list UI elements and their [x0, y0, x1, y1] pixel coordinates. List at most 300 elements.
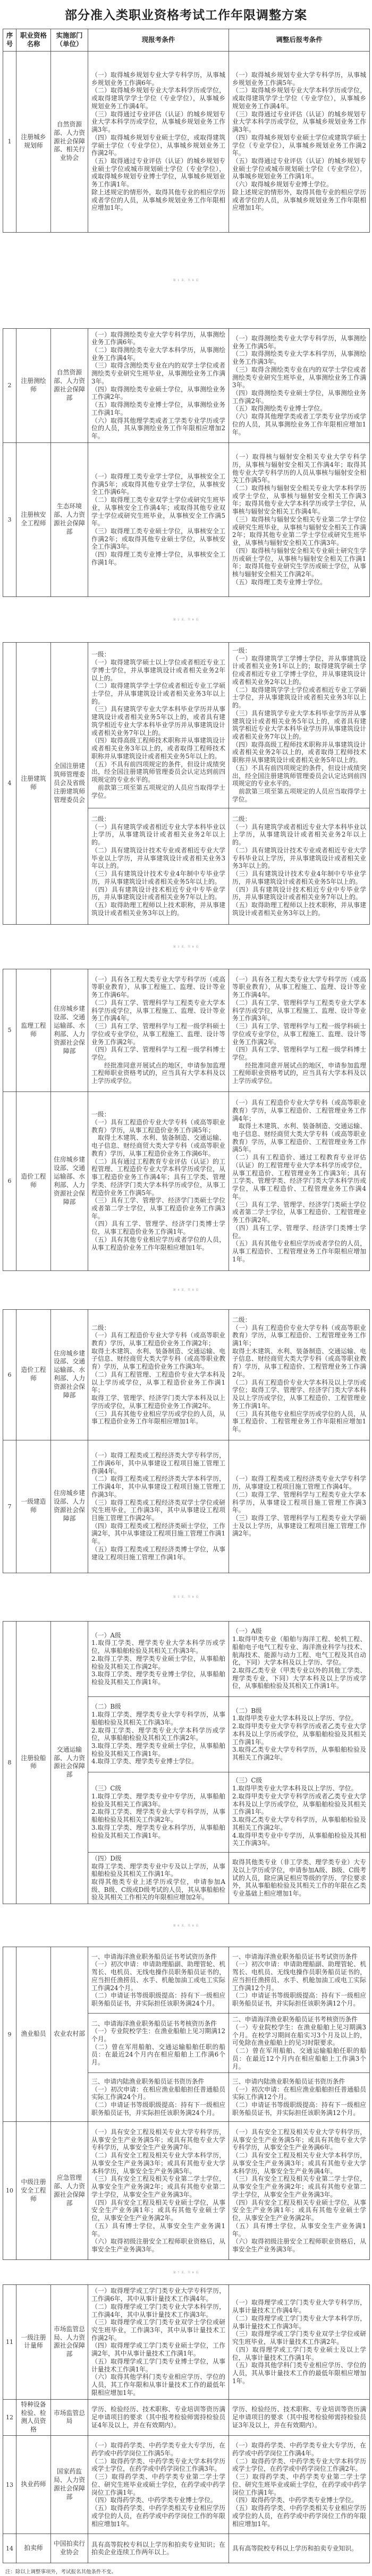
page-number-marker: 第 4 页，共 8 页 [173, 1289, 199, 1292]
row-number-cell: 3 [3, 442, 16, 596]
condition-paragraph: （五）不具有前四项规定的条件，但设计成绩突出，经全国注册建筑师管理委员会认定达到前四项规定的专业水平的。 [91, 760, 225, 784]
condition-paragraph: （六）取得其他学科门类专业相应学历、学位的人员，其工作年限和从事计量技术工作的最低年限相应增加1年。 [91, 2373, 225, 2396]
condition-paragraph: （三）具有工学、管理科学与工程一级学科硕士学位或专业学位，从事工程施工、监理、设计等业务工作满2年。 [232, 1022, 366, 1046]
condition-paragraph: （一）取得药学类、中药学类专业大专学历，在药学或中药学岗位工作满5年。 [91, 2442, 225, 2457]
page-break-gap [0, 2260, 372, 2284]
condition-paragraph: （四）具有建筑设计技术相近专业中专毕业学历，并从事建筑设计或者相关业务7年以上的。 [232, 885, 366, 901]
current-conditions-cell [88, 1621, 229, 1696]
department-cell: 应急管理部、人力资源社会保障部 [51, 2122, 88, 2260]
condition-paragraph: 1.取得工学类、理学类专业大学专科学历，从事船舶检验及其相关工作满3年。 [91, 1711, 225, 1726]
adjusted-conditions-cell [229, 1772, 370, 1852]
condition-paragraph: （二）具有工程造价、通过工程教育专业评估（认证）的工程管理专业大学本科学历或学位，从事工程造价、工程管理业务工作满3年；具有工学类、管理学类、经济学门类大学本科学历或学位，从事工程造价、工程管理业务工作满4年。 [232, 1154, 366, 1200]
table-row [3, 51, 370, 232]
condition-paragraph: 二级： [232, 815, 251, 823]
condition-paragraph: （一）具有安全工程及相关专业大学专科学历，从事安全生产业务满5年；或具有其他专业大学专科学历，从事安全生产业务满6年。 [232, 2128, 366, 2152]
row-number-cell: 2 [3, 328, 16, 442]
condition-paragraph: （一）取得工程类或工程经济类专业大学专科学历，从事建设工程项目施工管理工作满4年。 [232, 1475, 366, 1491]
condition-paragraph: （三）取得理学或工学门类专业双学士学位或研究生班毕业，从事计量技术工作满2年。 [232, 2330, 366, 2346]
current-conditions-cell [88, 2073, 229, 2122]
condition-paragraph: （二）取得工程类或工程经济类大学本科学历，工作满4年，其中从事建设工程项目施工管理工作满3年。 [91, 1475, 225, 1498]
table-row [3, 2534, 370, 2563]
condition-paragraph: 前款第三项至第五项规定的人员应当取得学士学位。 [232, 788, 366, 803]
row-number-cell: 9 [3, 1947, 16, 2122]
condition-paragraph: （二）具有工程管理、工程造价专业大学本科及以上学历或学位，从事工程造价业务工作满1年； [91, 1370, 225, 1394]
condition-paragraph: （三）C级 [91, 1785, 122, 1793]
condition-paragraph: 2.取得工学类、理学类专业大学专科学历，从事船舶检验及其相关工作满2年。 [91, 1808, 225, 1824]
condition-paragraph: （一）取得城乡规划专业大学专科学历，从事城乡规划业务工作满5年。 [232, 71, 366, 87]
table-row [3, 642, 370, 808]
condition-paragraph: （六）取得其他理学类或者工学类专业学历或学位的人员，其从事测绘业务工作年限相应增加1年。 [232, 413, 366, 436]
condition-paragraph: 取得工学、管理学、经济学门类大学本科及以上学历或学位，从事工程造价业务工作满2年。 [91, 1394, 225, 1410]
condition-paragraph: （五）取得药学类、中药学类相关专业相应学历或学位的人员，在药学或中药学岗位工作的年限相应增加1年。 [91, 2504, 225, 2528]
current-conditions-cell [88, 1309, 229, 1440]
header-cell: 调整后报考条件 [229, 29, 370, 52]
current-conditions-cell [88, 1440, 229, 1573]
row-number-cell: 4 [3, 642, 16, 924]
condition-paragraph: （一）取得核与辐射安全相关专业大学专科学历，从事核与辐射安全相关工作满4年；取得其他专业大学专科学历的人员从事核与辐射安全相关工作满5年。 [232, 453, 366, 484]
schedule-table [3, 29, 370, 233]
department-cell: 中国拍卖行业协会 [51, 2534, 88, 2563]
condition-paragraph: （一）专业院校学生：在渔业船舶上见习期满3个月。在校学习期间在船实习3个月及以上的，可免除在渔业船舶上的见习时限要求。 [232, 2023, 366, 2047]
row-number-cell: 7 [3, 1440, 16, 1573]
condition-paragraph: （一）取得理学或工学门类专业大学专科学历，从事计量技术工作满4年。 [232, 2299, 366, 2315]
condition-paragraph: （三）具有安全工程及相关专业第二学士学位，从事安全生产业务满2年；或具有其他专业第二学士学位，从事安全生产业务满3年。 [91, 2175, 225, 2198]
condition-paragraph: （一）初次申请：在相应渔业船舶担任普通船员实际工作满24个月。 [91, 2085, 225, 2101]
department-cell: 自然资源部、人力资源社会保障部、相关行业协会 [51, 51, 88, 232]
condition-paragraph: （五）不具有前四项规定的条件，但设计成绩突出，经全国注册建筑师管理委员会认定达到前四项规定的专业水平的。 [232, 764, 366, 788]
condition-paragraph: （三）具有其他专业相应学历或学位的人员，从事工程造价、工程管理业务工作年限相应增加1年。 [232, 1410, 366, 1434]
page-number-marker: 第 2 页，共 8 页 [173, 618, 199, 621]
condition-paragraph: （一）A级 [91, 1631, 121, 1639]
current-conditions-cell [88, 1852, 229, 1904]
row-number-cell: 11 [3, 2285, 16, 2399]
table-row [3, 2399, 370, 2436]
qualification-name-cell: 造价工程师 [16, 1091, 51, 1270]
qualification-name-cell: 注册核安全工程师 [16, 442, 51, 596]
header-cell: 序号 [3, 29, 16, 52]
header-cell: 职业资格名称 [16, 29, 51, 52]
department-cell: 交通运输部、人力资源社会保障部 [51, 1621, 88, 1904]
condition-paragraph: （二）取得药学类、中药学类专业大学本科学历或学士学位，在药学或中药学岗位工作满3年。 [91, 2457, 225, 2473]
condition-paragraph: （二）申请证书等级职级提高：持有下一级相应职务船员证书，并实际担任该职务满24个月。 [91, 2101, 225, 2117]
condition-paragraph: （五）取得药学类、中药学类相关专业相应学历或学位的人员，在药学或中药学岗位工作的年限相应增加1年。 [232, 2504, 366, 2528]
condition-paragraph: （五）取得测绘类专业博士学位，从事测绘业务工作满1年。 [91, 401, 225, 416]
header-cell: 实施部门（单位） [51, 29, 88, 52]
condition-paragraph: （四）具有工学、管理学、经济学门类博士学位，从事工程造价业务工作满1年。 [91, 1220, 225, 1236]
qualification-name-cell: 拍卖师 [16, 2534, 51, 2563]
adjusted-conditions-cell [229, 969, 370, 1091]
condition-paragraph: （二）取得测绘类专业大学本科学历，从事测绘业务工作满3年。 [232, 350, 366, 366]
condition-paragraph: （六）取得其他理学类或者工学类专业学历或学位的人员，其从事测绘业务工作年限相应增加2年。 [91, 416, 225, 440]
qualification-name-cell: 中级注册安全工程师 [16, 2122, 51, 2260]
adjusted-conditions-cell [229, 442, 370, 596]
table-row [3, 328, 370, 442]
condition-paragraph: 除上述规定的情形外，取得其他专业的相应学历或者学位的人员，从事城乡规划业务工作年限相应增加1年。 [91, 188, 225, 212]
condition-paragraph: （五）具有博士学位，从事安全生产业务满1年。 [91, 2222, 225, 2238]
page-break-gap [0, 1904, 372, 1947]
condition-paragraph: （四）取得理工类专业博士学位，从事核安全工作满1年。 [91, 551, 225, 566]
row-number-cell: 10 [3, 2122, 16, 2260]
table-row [3, 2285, 370, 2399]
adjusted-conditions-cell [229, 1309, 370, 1440]
page-number-marker: 第 6 页，共 8 页 [173, 1924, 199, 1927]
department-cell: 农业农村部 [51, 1947, 88, 2122]
condition-paragraph: （五）取得理学或工学门类专业博士学位，从事计量技术工作满1年。 [91, 2357, 225, 2373]
condition-paragraph: （六）取得初级注册安全工程师职业资格后，从事安全生产业务满3年。 [91, 2238, 225, 2253]
condition-paragraph: （一）取得工程类或工程经济类大学专科学历，工作满6年，其中从事建设工程项目施工管理工作满4年。 [91, 1452, 225, 1475]
condition-paragraph: （四）具有建筑设计技术相近专业中专毕业学历，并从事建筑设计或者相关业务7年以上的。 [91, 885, 225, 901]
tables-host [0, 29, 372, 2563]
adjusted-conditions-cell [229, 328, 370, 442]
condition-paragraph: （五）具有博士学位，从事安全生产业务满1年。 [232, 2222, 366, 2238]
qualification-name-cell: 注册城乡规划师 [16, 51, 51, 232]
condition-paragraph: （三）取得工学、管理科学与工程类专业大学硕士及以上学历，从事建设工程项目施工管理工作满2年。 [232, 1514, 366, 1538]
qualification-name-cell: 执业药师 [16, 2436, 51, 2534]
condition-paragraph: 1.取得甲类专业大学本科及以上学历、学位。 [232, 1715, 358, 1722]
table-row [3, 1440, 370, 1573]
qualification-name-cell: 监理工程师 [16, 969, 51, 1091]
condition-paragraph: 3.取得工学类、理学类专业硕士学位，从事船舶检验及其相关工作满1年。 [91, 1742, 225, 1758]
page-number-marker: 第 7 页，共 8 页 [173, 2271, 199, 2274]
condition-paragraph: （四）具有工学、管理科学与工程一级学科博士学位。 [232, 1046, 366, 1061]
current-conditions-cell [88, 2014, 229, 2073]
table-row [3, 2122, 370, 2260]
condition-paragraph: （二）取得药学类、中药学类专业大学本科学历或学士学位，在药学或中药学岗位工作满2年。 [232, 2457, 366, 2473]
schedule-table [3, 969, 370, 1271]
adjusted-conditions-cell [229, 2399, 370, 2436]
qualification-name-cell: 一级注册计量师 [16, 2285, 51, 2399]
condition-paragraph: （一）具有安全工程及相关专业大学专科学历，从事安全生产业务满5年；或具有其他专业大学专科学历，从事安全生产业务满7年。 [91, 2128, 225, 2152]
adjusted-conditions-cell [229, 808, 370, 924]
condition-paragraph: （三）取得含测绘类专业在内的双学士学位或者测绘类专业研究生班毕业，从事测绘业务工作满3年。 [91, 362, 225, 385]
condition-paragraph: 三、申请内陆渔业职务船员证书资历条件 [91, 2077, 205, 2085]
condition-paragraph: （三）取得工程类或工程经济类双学士学位或研究生班毕业，工作满3年，其中从事建设工程项目施工管理工作满2年。 [91, 1498, 225, 1522]
condition-paragraph: （一）取得建筑学硕士以上学位或者相近专业工学博士学位，并从事建筑设计或者相关业务2年以上的。 [91, 659, 225, 682]
condition-paragraph: 1.取得甲类专业大学本科及以上学历、学位。 [232, 1785, 358, 1793]
condition-paragraph: （三）C级 [232, 1777, 263, 1785]
condition-paragraph: （五）取得理工类专业博士学位。 [232, 578, 326, 586]
condition-paragraph: （一）具有各工程大类专业大学专科学历（或高等职业教育），从事工程施工、监理、设计等业务工作满6年。 [91, 975, 225, 999]
condition-paragraph: 2.取得甲类专业大学专科学历或者乙类专业大学本科及以上学历或学位，从事船舶检验及其相关工作满1年。 [232, 1722, 366, 1746]
condition-paragraph: （二）申请证书等级职级提高：持有下一级相应职务船员证书，并实际担任该职务满12个月。 [232, 2101, 366, 2117]
department-cell: 住房城乡建设部、交通运输部、水利部、人力资源社会保障部 [51, 1309, 88, 1440]
condition-paragraph: （四）取得理学或工学门类专业硕士学位，工作满2年，其中从事计量技术工作满1年。 [91, 2342, 225, 2358]
row-number-cell: 8 [3, 1621, 16, 1904]
condition-paragraph: （一）具有工程造价专业大学专科（或高等职业教育）学历，从事工程造价业务工作满2年； [91, 1332, 225, 1347]
condition-paragraph: （四）取得药学类、中药学类专业博士学位。 [232, 2496, 358, 2504]
condition-paragraph: 一级： [91, 651, 111, 659]
document-title: 部分准入类职业资格考试工作年限调整方案 [65, 8, 307, 22]
condition-paragraph: （一）取得理学或工学门类专业大学专科学历，工作满6年，其中从事计量技术工作满4年。 [91, 2287, 225, 2303]
condition-paragraph: （五）取得助理工程师以上技术职称，并从事建筑设计或者相关业务3年以上的。 [232, 901, 366, 917]
table-row [3, 1091, 370, 1270]
condition-paragraph: （四）取得药学类、中药学类专业博士学位。 [91, 2496, 217, 2504]
condition-paragraph: （五）取得通过专业评估（认证）的城乡规划专业硕士学位或城市规划硕士学位（专业学位），或取得城乡规划专业博士学位，从事城乡规划业务工作满1年。 [91, 157, 225, 189]
adjusted-conditions-cell [229, 2285, 370, 2399]
condition-paragraph: 取得土木建筑、水利、装备制造、交通运输、电子信息、财经商贸大类大学专科（或高等职业教育）学历，从事工程造价业务工作满6年。 [91, 1134, 225, 1157]
condition-paragraph: （五）取得测绘类专业博士学位。 [232, 405, 326, 413]
condition-paragraph: （四）具有工学、管理科学与工程一级学科博士学位。 [91, 1046, 225, 1061]
condition-paragraph: （三）取得药学类、中药学类专业第二学士学位、研究生班毕业或硕士学位，在药学或中药学岗位工作满1年。 [232, 2473, 366, 2496]
condition-paragraph: （五）取得助理工程师以上技术职称，并从事建筑设计或者相关业务3年以上的。 [91, 901, 225, 917]
row-number-cell: 6 [3, 1091, 16, 1270]
table-row [3, 1621, 370, 1696]
condition-paragraph: （二）取得城乡规划专业大学本科学历或学位，或取得建筑学学士学位（专业学位），从事城乡规划业务工作满4年。 [232, 87, 366, 110]
condition-paragraph: （三）具有工学、管理学、经济学门类硕士学位或者第二学士学位，从事工程造价、工程管理业务工作满2年。 [232, 1200, 366, 1224]
page-break-gap [0, 233, 372, 328]
qualification-name-cell: 注册测绘师 [16, 328, 51, 442]
condition-paragraph: （一）具有工程造价专业大学专科（或高等职业教育）学历，从事工程造价、工程管理业务工作满4年； [232, 1099, 366, 1122]
adjusted-conditions-cell [229, 2436, 370, 2534]
adjusted-conditions-cell [229, 1852, 370, 1904]
condition-paragraph: 学历、检验经历、技术职称、专业培训等资历满足申请项目的要求（其中报考检验师需持检验员证3年及以上，并在有效期内）。 [232, 2406, 366, 2429]
condition-paragraph: （一）专业院校学生：在渔业船舶上见习期满12个月。 [91, 2027, 225, 2043]
condition-paragraph: （六）取得城乡规划专业博士学位。 [232, 181, 333, 189]
condition-paragraph: 2.取得甲类专业大学专科学历或者乙类专业大学本科及以上学历或学位，从事船舶检验及其相关工作满1年。 [232, 1792, 366, 1816]
page-number-marker: 第 3 页，共 8 页 [173, 945, 199, 949]
current-conditions-cell [88, 642, 229, 808]
row-number-cell: 5 [3, 969, 16, 1091]
condition-paragraph: （三）取得核与辐射安全相关专业第二学士学位或研究生班毕业，从事核与辐射安全相关工作满2年；取得其他专业第二学士学位或研究生班毕业，从事核与辐射安全相关工作满3年。 [232, 515, 366, 547]
department-cell: 市场监管总局、人力资源社会保障部 [51, 2285, 88, 2399]
condition-paragraph: （六）取得初级注册安全工程师职业资格后，从事安全生产业务满3年。 [232, 2238, 366, 2253]
condition-paragraph: （二）具有建筑设计技术专业或者相近专业大学毕业以上学历，并从事建筑设计或者相关业务3年以上的。 [91, 846, 225, 870]
condition-paragraph: 具有高等院校专科以上学历和拍卖专业知识；在拍卖企业连续工作两年以上。 [91, 2540, 225, 2556]
condition-paragraph: （四）具有安全工程及相关专业硕士学位，从事安全生产业务满1年；或具有其他专业硕士学位，从事安全生产业务满2年。 [91, 2198, 225, 2222]
condition-paragraph: 二、申请海洋渔业职务船员证书考核资历条件 [232, 2016, 358, 2024]
condition-paragraph: （二）取得建筑学学士学位或者相近专业工学硕士学位，并从事建筑设计或者相关业务3年以上的。 [232, 686, 366, 710]
condition-paragraph: 1.取得工学类、理学类专业大学本科学历或学位，从事船舶检验及其相关工作满3年。 [91, 1639, 225, 1655]
condition-paragraph: （一）取得测绘类专业大学专科学历，从事测绘业务工作满6年。 [91, 330, 225, 346]
condition-paragraph: （三）取得理学或工学门类专业双学士学位或研究生班毕业，工作满3年，其中从事计量技术工作满2年。 [91, 2318, 225, 2342]
adjusted-conditions-cell [229, 1440, 370, 1573]
current-conditions-cell [88, 442, 229, 596]
condition-paragraph: （四）取得高级工程师技术职称并从事建筑设计或者相关业务2年以上的，或者取得工程师技术职称并从事建筑设计或者相关业务5年以上的。 [232, 740, 366, 764]
qualification-name-cell: 造价工程师 [16, 1309, 51, 1440]
condition-paragraph: （四）D级 [91, 1854, 122, 1862]
condition-paragraph: （一）取得建筑学工学博士学位，并从事建筑设计或者相关业务1年以上的；取得建筑学硕士学位或者相近专业工学博士学位，并从事建筑设计或者相关业务2年以上的。 [232, 654, 366, 686]
condition-paragraph: （二）取得工学、管理科学与工程类专业大学本科学历，从事建设工程项目施工管理工作满3年。 [232, 1490, 366, 1514]
adjusted-conditions-cell [229, 2073, 370, 2122]
condition-paragraph: （一）A级 [232, 1627, 262, 1635]
condition-paragraph: （四）取得工程类或工程经济类硕士学位，工作满2年，其中从事建设工程项目施工管理工作满1年。 [91, 1522, 225, 1546]
current-conditions-cell [88, 1696, 229, 1772]
schedule-table [3, 328, 370, 597]
condition-paragraph: 3.取得工学类、理学类专业博士学位，从事船舶检验及其相关工作满1年。 [91, 1670, 225, 1686]
condition-paragraph: 取得工学类、理学类专业中专及以上学历，从事船舶检验及其相关工作满1年。 [91, 1862, 225, 1878]
table-row [3, 1947, 370, 2014]
department-cell: 住房城乡建设部、交通运输部、水利部、人力资源社会保障部 [51, 969, 88, 1091]
condition-paragraph: （二）取得理学或工学门类专业大学本科学历，从事计量技术工作满3年。 [232, 2314, 366, 2330]
condition-paragraph: （四）取得城乡规划专业硕士学位，或取得建筑学硕士学位（专业学位），从事城乡规划业务工作满2年。 [91, 133, 225, 157]
adjusted-conditions-cell [229, 1947, 370, 2014]
condition-paragraph: 二级： [91, 1324, 111, 1332]
condition-paragraph: 具有高等院校专科以上学历和拍卖专业知识。 [232, 2544, 358, 2552]
page-number-marker: 第 1 页，共 8 页 [173, 279, 199, 282]
adjusted-conditions-cell [229, 51, 370, 232]
condition-paragraph: （三）取得通过专业评估（认证）的城乡规划专业大学本科学历或学位，从事城乡规划业务工作满3年。 [91, 110, 225, 134]
condition-paragraph: 取得其他类专业（非工学类、理学类专业）大专及以上学历或学位，申请参加A级、B级、C级考试的人员，除应满足相应等级的学历、学位要求外，其从事船舶检验及其相关工作的年限在乙类专业基础上相应增加1年。 [232, 1858, 366, 1898]
current-conditions-cell [88, 2285, 229, 2399]
condition-paragraph: 2.取得工学类、理学类专业硕士学位，从事船舶检验及其相关工作满2年。 [91, 1654, 225, 1670]
condition-paragraph: 3.取得乙类专业大学专科学历，从事船舶检验及其相关工作满2年。 [232, 1816, 366, 1831]
table-header-row [3, 29, 370, 52]
condition-paragraph: 经批准同意开展试点的地区，申请参加监理工程师职业资格考试的，应当具有大学本科及以上学历或学位。 [232, 1061, 366, 1085]
page-break-gap [0, 925, 372, 969]
current-conditions-cell [88, 328, 229, 442]
condition-paragraph: 取得其他类专业上述学历或学位，申请参加A级、B级、C级或D级考试的人员，其从事船舶检验及其相关工作相关的年限相应增加2年。 [91, 1878, 225, 1901]
department-cell: 国家药监局、人力资源社会保障部 [51, 2436, 88, 2534]
footnote: 注：除以上调整事项外，考试报名其他条件不变。 [5, 2569, 117, 2575]
row-number-cell: 12 [3, 2399, 16, 2436]
table-row [3, 969, 370, 1091]
condition-paragraph: （三）具有建筑学专业大学本科毕业学历并从事建筑设计或者相关业务5年以上的，或者具有建筑学相近专业大学本科毕业学历并从事建筑设计或者相关业务7年以上的。 [91, 705, 225, 737]
page-number-marker: 第 5 页，共 8 页 [173, 1596, 199, 1599]
condition-paragraph: （二）取得建筑学学士学位或者相近专业工学硕士学位，并从事建筑设计或者相关业务3年以上的。 [91, 682, 225, 705]
department-cell: 住房城乡建设部、人力资源社会保障部 [51, 1440, 88, 1573]
condition-paragraph: （三）具有建筑设计技术专业4年制中专毕业学历，并从事建筑设计或者相关业务5年以上的。 [91, 870, 225, 885]
qualification-name-cell: 注册建筑师 [16, 642, 51, 924]
condition-paragraph: （三）取得理工类专业硕士学位，从事核安全工作满2年；或取得其他专业硕士学位，从事核安全工作满3年。 [91, 527, 225, 551]
department-cell: 自然资源部、人力资源社会保障部 [51, 328, 88, 442]
condition-paragraph: 取得土木建筑、水利、装备制造、交通运输、电子信息、财经商贸大类大学专科（或高等职业教育）学历，从事工程造价、工程管理业务工作满5年。 [232, 1122, 366, 1154]
row-number-cell: 13 [3, 2436, 16, 2534]
condition-paragraph: （四）具有安全工程及相关专业硕士学位，从事安全生产业务满1年；或具有其他专业硕士学位，从事安全生产业务满2年。 [232, 2198, 366, 2222]
condition-paragraph: （四）取得测绘类专业硕士学位，从事测绘业务工作满2年。 [232, 389, 366, 405]
condition-paragraph: 3.取得工学类、理学类专业本科学历，从事船舶检验及其相关工作满1年。 [91, 1823, 225, 1839]
adjusted-conditions-cell [229, 1696, 370, 1772]
condition-paragraph: （二）曾在军用船舶、交通运输船舶任职的船员：在最近12个月内在相应船舶上工作满3个月。 [232, 2047, 366, 2070]
condition-paragraph: （一）具有各工程大类专业大学专科学历（或高等职业教育），从事工程施工、监理、设计等业务工作满4年。 [232, 975, 366, 999]
condition-paragraph: 取得土木建筑、水利、装备制造、交通运输、电子信息、财经商贸大类大学专科（或高等职业教育）学历，从事工程造价、工程管理业务工作满2年。 [232, 1347, 366, 1378]
current-conditions-cell [88, 2122, 229, 2260]
schedule-table [3, 1947, 370, 2260]
condition-paragraph: （二）具有建筑设计技术专业或者相近专业大学专科毕业以上学历，并从事建筑设计或者相关业务3年以上的。 [232, 846, 366, 870]
condition-paragraph: 取得土木建筑、水利、装备制造、交通运输、电子信息、财经商贸大类大学专科（或高等职业教育）学历，从事工程造价业务工作满3年。 [91, 1347, 225, 1371]
condition-paragraph: 学历、检验经历、技术职称、专业培训等资历满足申请项目的要求（其中报考检验师需持检验员证4年及以上，并在有效期内）。 [91, 2406, 225, 2429]
condition-paragraph: 1.取得工学类、理学类专业中专学历，从事船舶检验及其相关工作满3年。 [91, 1792, 225, 1808]
condition-paragraph: （一）初次申请：在相应渔业船舶担任普通船员实际工作满12个月。 [232, 2085, 366, 2101]
condition-paragraph: （一）初次申请：申请助理船副、助理管轮、机驾长、电机员、无线电操作员职务船员证书的，应当担任渔捞员、水手、机舱加油工或电工实际工作满24个月。 [91, 1960, 225, 1992]
condition-paragraph: （二）取得城乡规划专业大学本科学历或学位，或取得建筑学学士学位（专业学位），从事城乡规划业务工作满4年。 [91, 87, 225, 110]
qualification-name-cell: 渔业船员 [16, 1947, 51, 2122]
current-conditions-cell [88, 1947, 229, 2014]
current-conditions-cell [88, 2399, 229, 2436]
current-conditions-cell [88, 2436, 229, 2534]
adjusted-conditions-cell [229, 1621, 370, 1696]
condition-paragraph: 2.取得乙类专业（甲类专业以外的其他工学类、理学类专业，下同）大学本科及以上学历或学位，从事船舶检验及其相关工作满1年。 [232, 1667, 366, 1690]
condition-paragraph: 二、申请海洋渔业职务船员证书考核资历条件 [91, 2019, 217, 2027]
condition-paragraph: 前款第三项至第五项规定的人员应当取得学士学位。 [91, 783, 225, 799]
condition-paragraph: 二级： [91, 815, 111, 823]
adjusted-conditions-cell [229, 1091, 370, 1270]
condition-paragraph: （二）取得理工类专业双学士学位或研究生班毕业，从事核安全工作满4年；或取得其他专业双学士学位或研究生班毕业，从事核安全工作满5年。 [91, 496, 225, 527]
condition-paragraph: （三）取得药学类、中药学类专业第二学士学位、研究生班毕业或硕士学位，在药学或中药学岗位工作满1年。 [91, 2473, 225, 2496]
condition-paragraph: （三）取得含测绘类专业在内的双学士学位或者测绘类专业研究生班毕业，从事测绘业务工作满3年。 [232, 365, 366, 389]
condition-paragraph: （二）具有通过工程教育专业评估（认证）的工程管理、工程造价专业大学本科学历或学位，从事工程造价业务工作满4年；具有工学类、管理学类、经济学门类大学本科学历或学位，从事工程造价业务工作满5年。 [91, 1157, 225, 1197]
condition-paragraph: （五）取得通过专业评估（认证）的城乡规划专业硕士学位或城市规划硕士学位（专业学位），从事城乡规划业务工作满1年。 [232, 157, 366, 181]
condition-paragraph: （三）具有其他专业相应学历或学位的人员，从事工程造价业务工作年限相应增加1年。 [91, 1410, 225, 1426]
condition-paragraph: （四）取得核与辐射安全相关专业硕士研究生学历或硕士学位，从事核与辐射安全相关工作满1年；取得其他专业研究生学历或硕士学位，从事核与辐射安全相关工作满2年。 [232, 547, 366, 578]
condition-paragraph: 4.取得工学类、理学类专业博士学位。 [91, 1758, 198, 1765]
condition-paragraph: 一级： [91, 1111, 111, 1119]
condition-paragraph: （五）取得其他学科门类专业相应学历、学位的人员，其从事计量技术工作的最低年限相应增加1年。 [232, 2361, 366, 2385]
condition-paragraph: （一）初次申请：申请助理船副、助理管轮、机驾长、电机员、无线电操作员职务船员证书的，应当担任渔捞员、水手、机舱加油工或电工实际工作满12个月。 [232, 1960, 366, 1992]
condition-paragraph: （二）B级 [91, 1703, 121, 1711]
page-break-gap [0, 1271, 372, 1309]
condition-paragraph: 3.取得乙类专业大学专科学历，从事船舶检验及其相关工作满2年。 [232, 1746, 366, 1762]
condition-paragraph: （四）取得测绘类专业硕士学位，从事测绘业务工作满2年。 [91, 385, 225, 401]
condition-paragraph: 经批准同意开展试点的地区，申请参加监理工程师职业资格考试的，应当具有大学本科及以上学历或学位。 [91, 1061, 225, 1085]
condition-paragraph: （三）具有建筑设计技术专业4年制中专毕业学历，并从事建筑设计或者相关业务5年以上的。 [232, 870, 366, 885]
current-conditions-cell [88, 969, 229, 1091]
table-row [3, 442, 370, 596]
condition-paragraph: （二）具有安全工程及相关专业大学本科学历，从事安全生产业务满3年；或具有其他专业大学本科学历，从事安全生产业务满4年。 [232, 2152, 366, 2175]
schedule-table [3, 2284, 370, 2563]
department-cell: 生态环境部、人力资源社会保障部 [51, 442, 88, 596]
current-conditions-cell [88, 1091, 229, 1270]
page-break-gap [0, 1573, 372, 1621]
condition-paragraph: 一、申请海洋渔业职务船员证书考试资历条件 [91, 1952, 217, 1960]
page-break-gap [0, 597, 372, 642]
condition-paragraph: （三）具有工学、管理学、经济学门类硕士学位或者第二学士学位，从事工程造价业务工作满3年。 [91, 1197, 225, 1220]
condition-paragraph: 一级： [232, 646, 251, 654]
condition-paragraph: （二）申请证书等级职级提高：持有下一级相应职务船员证书，并实际担任该职务满12个月。 [232, 1992, 366, 2008]
condition-paragraph: （三）具有安全工程及相关专业第二学士学位，从事安全生产业务满2年；或具有其他专业第二学士学位，从事安全生产业务满3年。 [232, 2175, 366, 2198]
qualification-name-cell: 特种设备检验、检测人员资格 [16, 2399, 51, 2436]
qualification-name-cell: 一级建造师 [16, 1440, 51, 1573]
condition-paragraph: （三）具有建筑学专业大学本科毕业学历并从事建筑设计或者相关业务5年以上的，或者具有建筑学相近专业大学本科毕业学历并从事建筑设计或者相关业务7年以上的。 [232, 709, 366, 741]
condition-paragraph: （四）具有工学、管理学、经济学门类博士学位。 [232, 1224, 366, 1240]
condition-paragraph: 三、申请内陆渔业职务船员证书资历条件 [232, 2077, 345, 2085]
condition-paragraph: （四）取得城乡规划专业硕士学位或建筑学硕士学位（专业学位），从事城乡规划业务工作满2年。 [232, 133, 366, 157]
qualification-name-cell: 注册验船师 [16, 1621, 51, 1904]
condition-paragraph: 2.取得工学类、理学类专业大学本科学历或学位，从事船舶检验及其相关工作满2年。 [91, 1726, 225, 1742]
condition-paragraph: （一）具有工程造价专业大学专科（或高等职业教育）学历，从事工程造价业务工作满5年； [91, 1118, 225, 1134]
condition-paragraph: （一）具有建筑学或者相近专业大学本科毕业以上学历，从事建筑设计或者相关业务2年以上的。 [91, 823, 225, 847]
condition-paragraph: 1.取得甲类专业（船舶与海洋工程、轮机工程、船舶电子电气工程专业、海洋渔业科学与技术、航海技术、能源与动力工程、电气工程及其自动化，下同）大学本科及以上学历、学位。 [232, 1635, 366, 1667]
adjusted-conditions-cell [229, 2122, 370, 2260]
condition-paragraph: （三）取得通过专业评估（认证）的城乡规划专业大学本科学历或学位，从事城乡规划业务工作满3年。 [232, 110, 366, 134]
current-conditions-cell [88, 2534, 229, 2563]
condition-paragraph: 二级： [232, 1316, 251, 1324]
condition-paragraph: （一）取得城乡规划专业大学专科学历，从事城乡规划业务工作满6年。 [91, 71, 225, 87]
condition-paragraph: （一）具有建筑学或者相近专业大学本科毕业以上学历，从事建筑设计或者相关业务2年以上的。 [232, 823, 366, 847]
condition-paragraph: 4.取得甲类专业中专学历，从事船舶检验及其相关工作满3年。 [232, 1831, 366, 1847]
adjusted-conditions-cell [229, 2534, 370, 2563]
condition-paragraph: （一）取得药学类、中药学类专业大专学历，在药学或中药学岗位工作满4年。 [232, 2442, 366, 2457]
row-number-cell: 14 [3, 2534, 16, 2563]
schedule-table [3, 1621, 370, 1904]
condition-paragraph: （一）取得测绘类专业大学专科学历，从事测绘业务工作满5年。 [232, 334, 366, 350]
condition-paragraph: （二）取得测绘类专业大学本科学历，从事测绘业务工作满4年。 [91, 346, 225, 362]
condition-paragraph: （二）具有安全工程及相关专业大学本科学历，从事安全生产业务满3年；或具有其他专业大学本科学历，从事安全生产业务满5年。 [91, 2152, 225, 2175]
condition-paragraph: （四）取得高级工程师技术职称并从事建筑设计或者相关业务3年以上的，或者取得工程师技术职称并从事建筑设计或者相关业务5年以上的。 [91, 737, 225, 760]
condition-paragraph: （二）具有工学、管理科学与工程类专业大学本科学历或学位，从事工程施工、监理、设计等业务工作满3年。 [232, 999, 366, 1022]
department-cell: 住房城乡建设部、交通运输部、水利部、人力资源社会保障部 [51, 1091, 88, 1270]
condition-paragraph: （三）具有工学、管理科学与工程一级学科硕士学位或专业学位，从事工程施工、监理、设计等业务工作满2年。 [91, 1022, 225, 1046]
condition-paragraph: （二）曾在军用船舶、交通运输船舶任职的船员：在最近24个月内在相应船舶上工作满6个月。 [91, 2043, 225, 2067]
condition-paragraph: （四）取得理学或工学门类专业硕士及以上学位，从事计量技术工作满1年。 [232, 2345, 366, 2361]
condition-paragraph: （二）具有工学、管理科学与工程类专业大学本科学历或学位，从事工程施工、监理、设计等业务工作满4年。 [91, 999, 225, 1022]
condition-paragraph: （二）B级 [232, 1707, 262, 1715]
department-cell: 市场监管总局 [51, 2399, 88, 2436]
row-number-cell: 6 [3, 1309, 16, 1440]
adjusted-conditions-cell [229, 2014, 370, 2073]
schedule-table [3, 1309, 370, 1573]
condition-paragraph: （一）取得理工类专业学士学位，从事核安全工作满5年；或取得其他专业学士学位，从事核安全工作满6年。 [91, 472, 225, 496]
condition-paragraph: （二）取得核与辐射安全相关专业大学本科学历或学士学位，从事核与辐射安全相关工作满3年；取得其他专业大学本科学历或学士学位，从事核与辐射安全相关工作满4年。 [232, 484, 366, 516]
